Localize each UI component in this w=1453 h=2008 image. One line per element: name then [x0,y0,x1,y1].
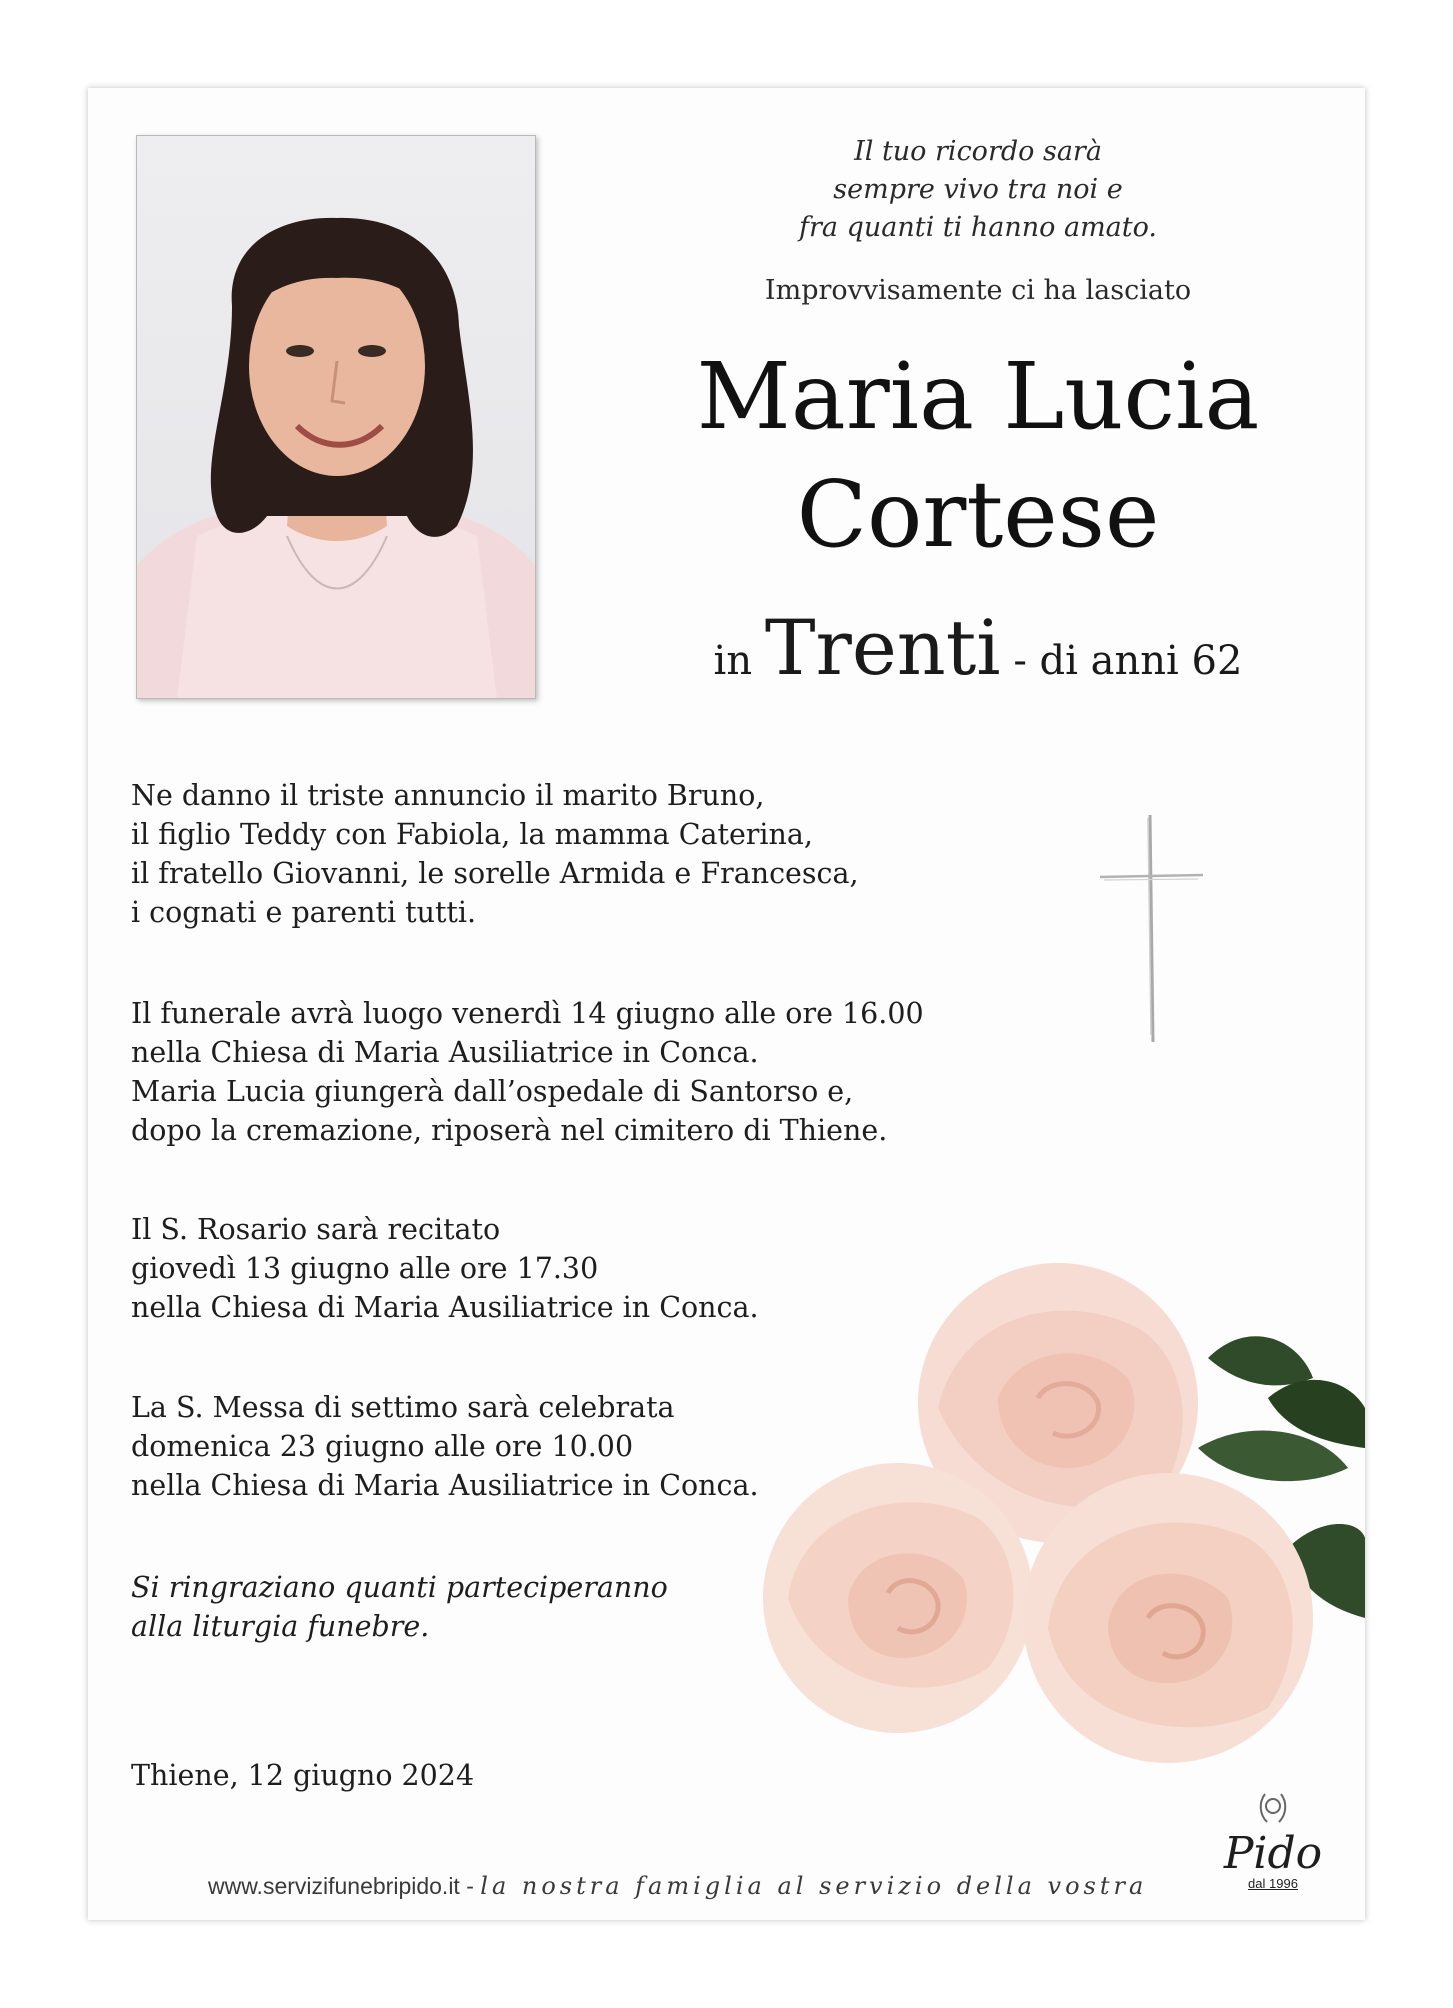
text-line: alla liturgia funebre. [131,1610,430,1643]
date-place: Thiene, 12 giugno 2024 [131,1759,475,1792]
footer-tagline: la nostra famiglia al servizio della vostra [480,1872,1148,1900]
roses-image [728,1218,1365,1782]
text-line: domenica 23 giugno alle ore 10.00 [131,1430,634,1463]
text-line: i cognati e parenti tutti. [131,896,477,929]
married-name-line [648,603,1308,692]
first-name: Maria Lucia [696,343,1260,450]
married-prefix: in [713,638,753,684]
text-line: Il S. Rosario sarà recitato [131,1213,501,1246]
text-line: giovedì 13 giugno alle ore 17.30 [131,1252,599,1285]
footer-separator: - [459,1873,481,1899]
text-line: La S. Messa di settimo sarà celebrata [131,1391,675,1424]
text-line: dopo la cremazione, riposerà nel cimitero di Thiene. [131,1114,888,1147]
married-surname: Trenti [764,603,1001,692]
text-line: Il funerale avrà luogo venerdì 14 giugno alle ore 16.00 [131,997,924,1030]
text-line: Ne danno il triste annuncio il marito Bruno, [131,779,765,812]
deceased-name [648,338,1308,574]
text-line: nella Chiesa di Maria Ausiliatrice in Conca. [131,1291,759,1324]
text-line: il figlio Teddy con Fabiola, la mamma Caterina, [131,818,813,851]
text-line: nella Chiesa di Maria Ausiliatrice in Conca. [131,1469,759,1502]
footer [208,1872,1147,1900]
obituary-card [88,88,1365,1920]
text-line: Si ringraziano quanti parteciperanno [131,1571,668,1604]
last-name: Cortese [796,461,1160,568]
funeral-paragraph [131,994,924,1150]
website-link[interactable]: www.servizifunebripido.it [208,1873,460,1899]
logo-since: dal 1996 [1248,1876,1298,1891]
text-line: nella Chiesa di Maria Ausiliatrice in Conca. [131,1036,759,1069]
announcement-paragraph [131,776,891,932]
pido-logo [1218,1788,1328,1891]
portrait-photo [136,135,536,699]
wreath-icon [1253,1788,1293,1828]
memorial-quote [688,133,1268,247]
cross-icon [1098,810,1208,1054]
age-text: - di anni 62 [1013,638,1243,684]
intro-text: Improvvisamente ci ha lasciato [764,275,1192,306]
text-line: Maria Lucia giungerà dall’ospedale di Santorso e, [131,1075,854,1108]
text-line: il fratello Giovanni, le sorelle Armida e Francesca, [131,857,859,890]
quote-line: sempre vivo tra noi e [833,174,1123,205]
quote-line: Il tuo ricordo sarà [854,136,1102,167]
logo-brand: Pido [1223,1828,1323,1879]
quote-line: fra quanti ti hanno amato. [799,212,1157,243]
